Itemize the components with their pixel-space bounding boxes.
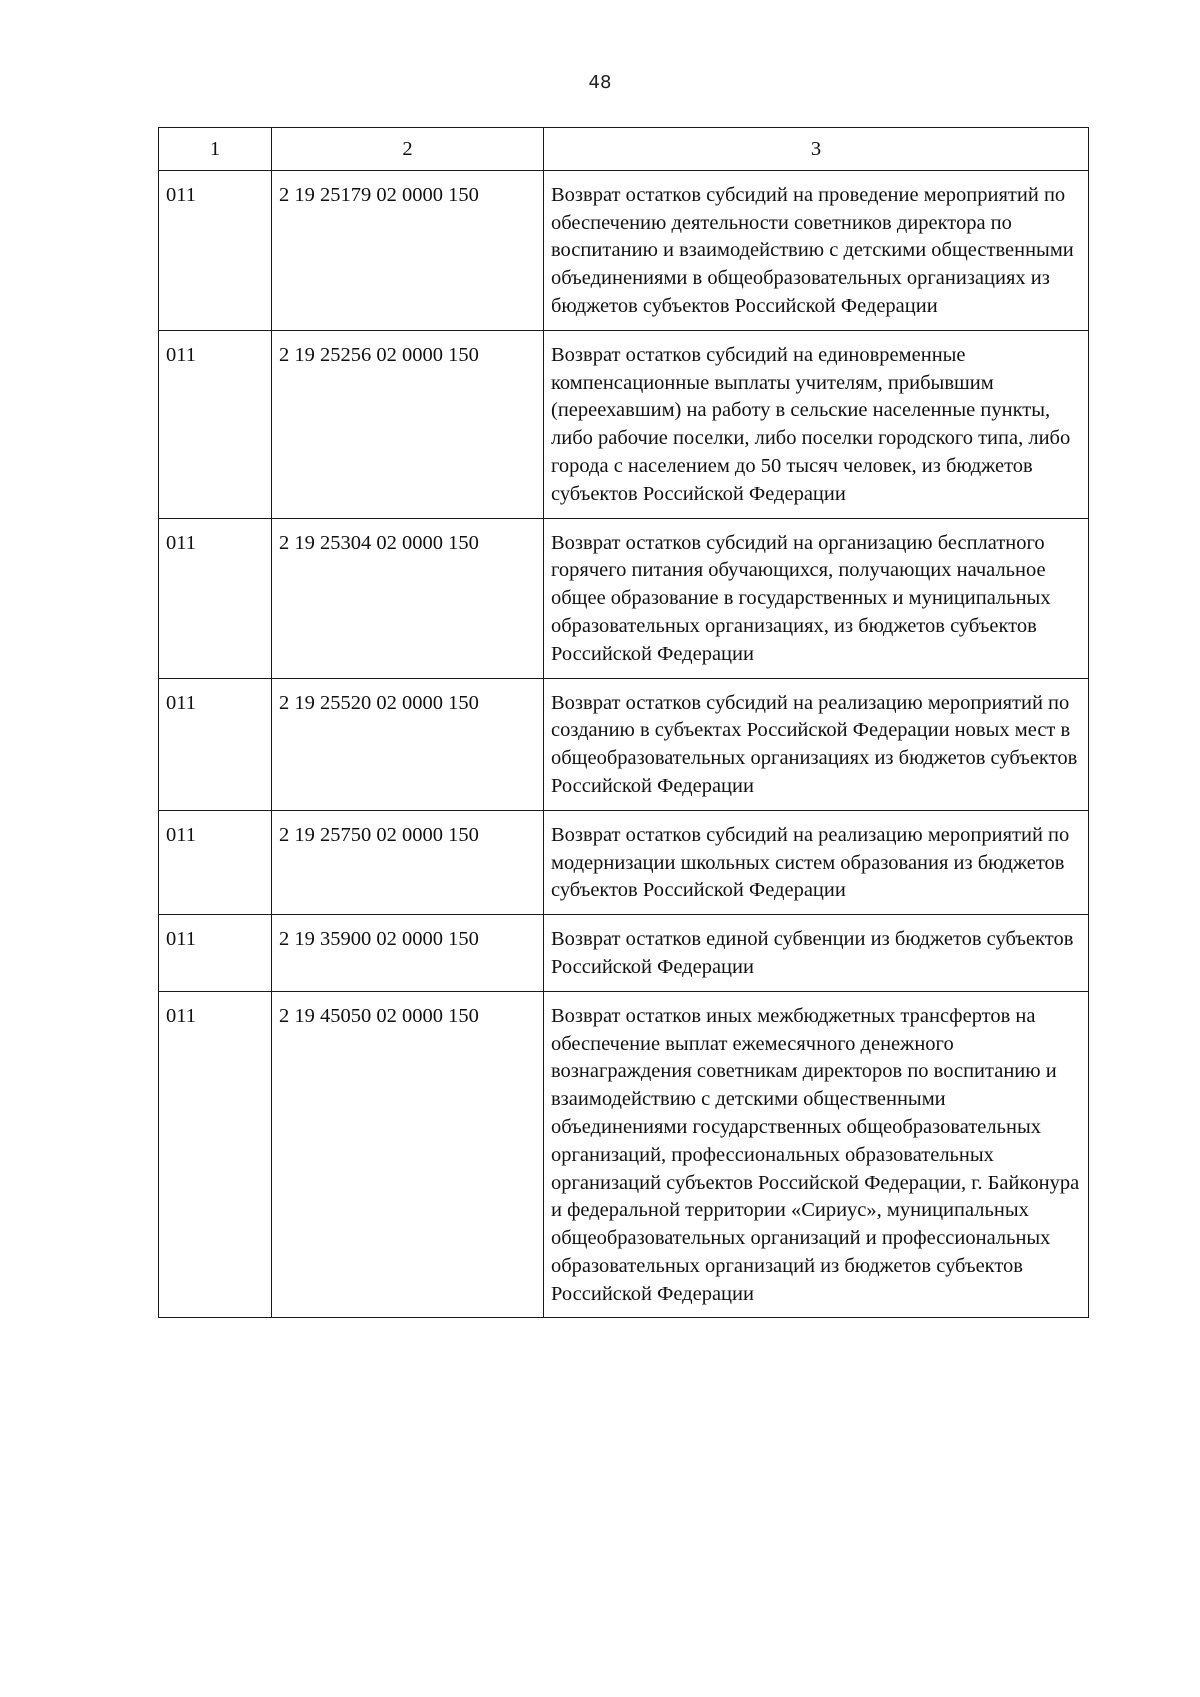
admin-code-cell: 011 bbox=[159, 991, 272, 1318]
table-row bbox=[159, 810, 1089, 914]
header-col-1: 1 bbox=[159, 128, 272, 171]
admin-code-cell: 011 bbox=[159, 915, 272, 992]
table-header-row bbox=[159, 128, 1089, 171]
table-row bbox=[159, 170, 1089, 330]
table-row bbox=[159, 678, 1089, 810]
budget-code-cell: 2 19 25179 02 0000 150 bbox=[272, 170, 544, 330]
table-row bbox=[159, 518, 1089, 678]
header-col-3: 3 bbox=[544, 128, 1089, 171]
description-cell: Возврат остатков субсидий на организацию бесплатного горячего питания обучающихся, получающих начальное общее образование в государственных и муниципальных образовательных организациях, из бюджетов субъектов Российской Федерации bbox=[544, 518, 1089, 678]
budget-code-cell: 2 19 25304 02 0000 150 bbox=[272, 518, 544, 678]
description-cell: Возврат остатков субсидий на реализацию мероприятий по модернизации школьных систем образования из бюджетов субъектов Российской Федерации bbox=[544, 810, 1089, 914]
admin-code-cell: 011 bbox=[159, 810, 272, 914]
budget-code-cell: 2 19 25256 02 0000 150 bbox=[272, 330, 544, 518]
description-cell: Возврат остатков субсидий на единовременные компенсационные выплаты учителям, прибывшим (переехавшим) на работу в сельские населенные пункты, либо рабочие поселки, либо поселки городского типа, либо города с населением до 50 тысяч человек, из бюджетов субъектов Российской Федерации bbox=[544, 330, 1089, 518]
table-row bbox=[159, 330, 1089, 518]
budget-code-cell: 2 19 25750 02 0000 150 bbox=[272, 810, 544, 914]
header-col-2: 2 bbox=[272, 128, 544, 171]
description-cell: Возврат остатков субсидий на реализацию мероприятий по созданию в субъектах Российской Федерации новых мест в общеобразовательных организациях из бюджетов субъектов Российской Федерации bbox=[544, 678, 1089, 810]
budget-code-cell: 2 19 25520 02 0000 150 bbox=[272, 678, 544, 810]
budget-code-cell: 2 19 45050 02 0000 150 bbox=[272, 991, 544, 1318]
budget-code-cell: 2 19 35900 02 0000 150 bbox=[272, 915, 544, 992]
table-row bbox=[159, 991, 1089, 1318]
admin-code-cell: 011 bbox=[159, 330, 272, 518]
description-cell: Возврат остатков единой субвенции из бюджетов субъектов Российской Федерации bbox=[544, 915, 1089, 992]
page-number: 48 bbox=[588, 72, 612, 93]
budget-codes-table bbox=[158, 127, 1089, 1318]
admin-code-cell: 011 bbox=[159, 518, 272, 678]
description-cell: Возврат остатков иных межбюджетных трансфертов на обеспечение выплат ежемесячного денежного вознаграждения советникам директоров по воспитанию и взаимодействию с детскими общественными объединениями государственных общеобразовательных организаций, профессиональных образовательных организаций субъектов Российской Федерации, г. Байконура и федеральной территории «Сириус», муниципальных общеобразовательных организаций и профессиональных образовательных организаций из бюджетов субъектов Российской Федерации bbox=[544, 991, 1089, 1318]
admin-code-cell: 011 bbox=[159, 678, 272, 810]
table-row bbox=[159, 915, 1089, 992]
description-cell: Возврат остатков субсидий на проведение мероприятий по обеспечению деятельности советников директора по воспитанию и взаимодействию с детскими общественными объединениями в общеобразовательных организациях из бюджетов субъектов Российской Федерации bbox=[544, 170, 1089, 330]
admin-code-cell: 011 bbox=[159, 170, 272, 330]
